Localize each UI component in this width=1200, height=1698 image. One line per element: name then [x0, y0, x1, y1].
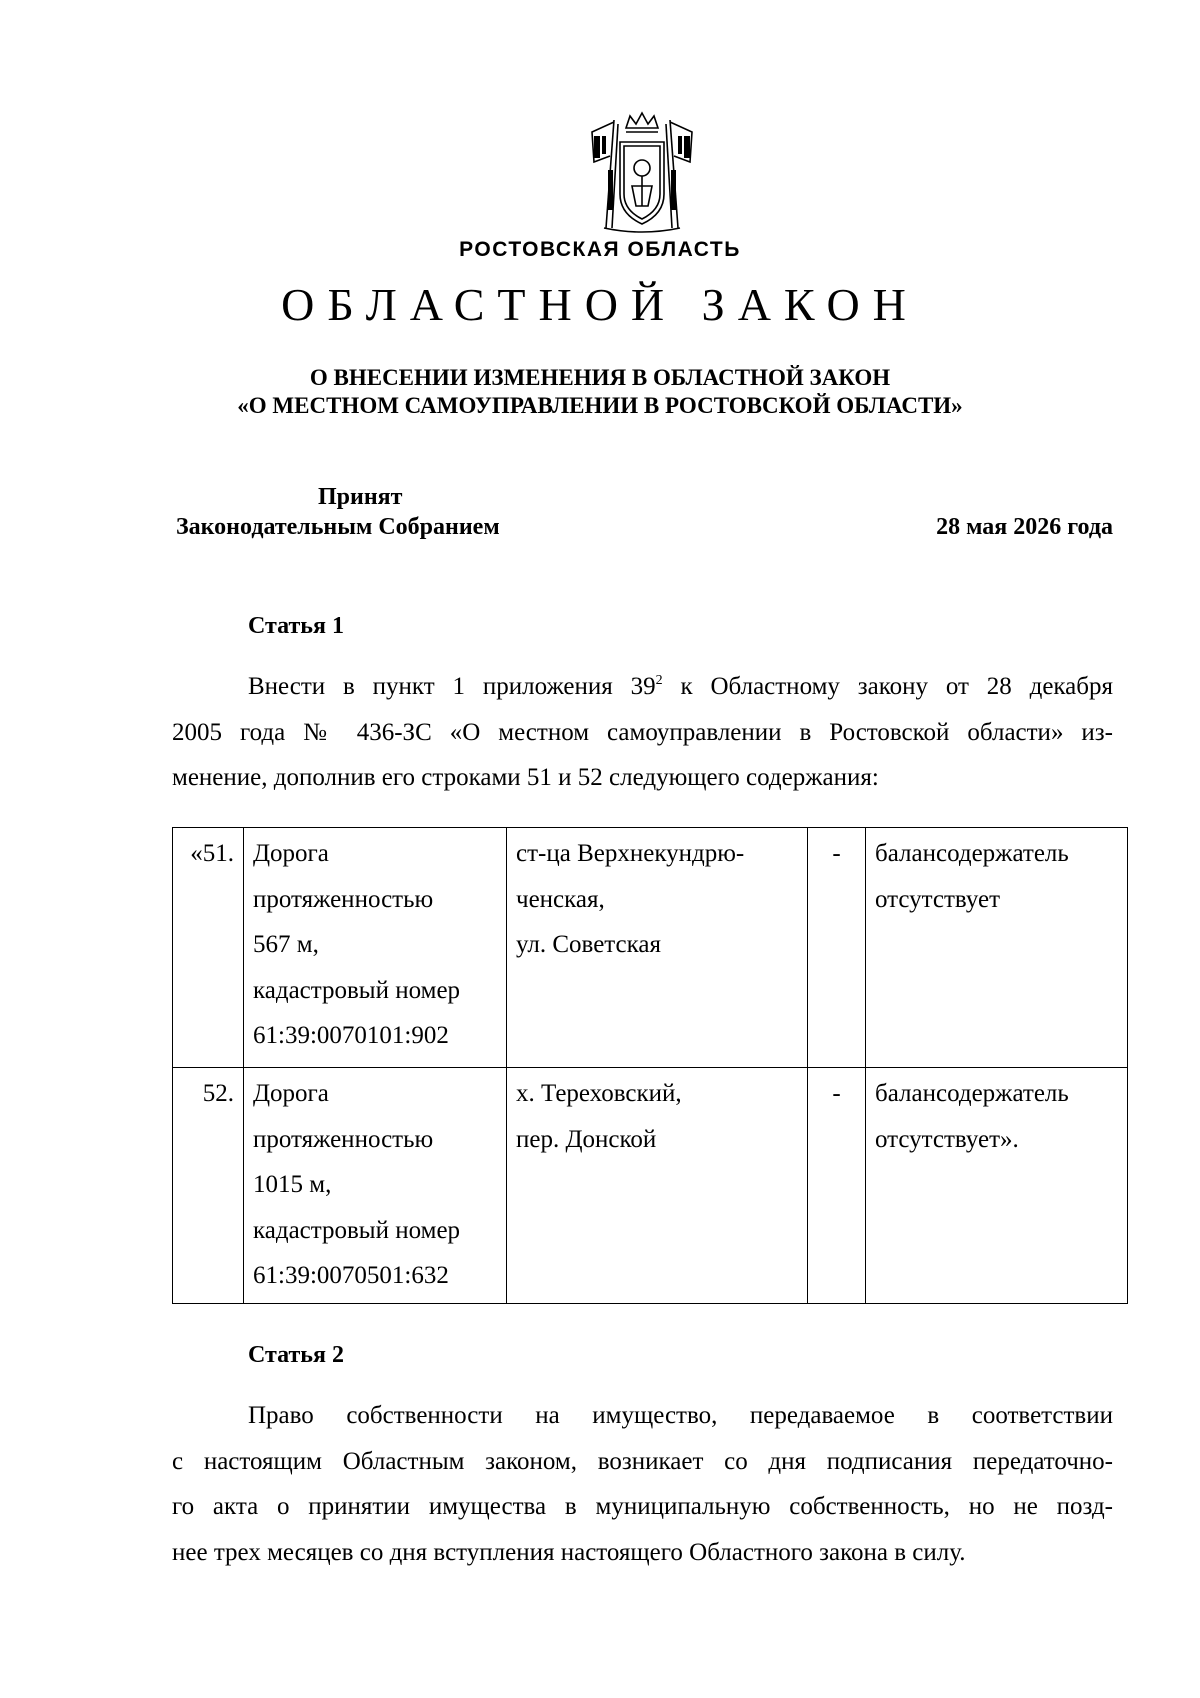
article-1-line: 2005 года № 436-ЗС «О местном самоуправлении в Ростовской области» из-	[172, 718, 1113, 746]
article-1-line: менение, дополнив его строками 51 и 52 следующего содержания:	[172, 764, 879, 791]
adoption-date: 28 мая 2026 года	[936, 514, 1113, 540]
empty-value-dash: -	[808, 1068, 866, 1304]
appendix-superscript: 2	[655, 673, 663, 688]
cell-line: 1015 м,	[253, 1171, 332, 1198]
table-row	[173, 828, 1128, 1068]
cell-line: протяженностью	[253, 885, 434, 913]
row-number: «51.	[173, 828, 244, 1068]
property-address	[507, 828, 808, 1068]
cell-line: кадастровый номер	[253, 1216, 461, 1244]
balance-holder	[866, 1068, 1128, 1304]
cell-line: Дорога	[253, 1080, 329, 1107]
amendment-table	[172, 827, 1128, 1304]
coat-of-arms-emblem	[586, 110, 698, 236]
article-2-line: нее трех месяцев со дня вступления настоящего Областного закона в силу.	[172, 1538, 966, 1566]
cell-line: Дорога	[253, 840, 329, 867]
cell-line: протяженностью	[253, 1125, 434, 1153]
article-1-text-part: к Областному закону от 28 декабря	[662, 673, 1113, 700]
article-1-text-part: Внести в пункт 1 приложения 39	[248, 673, 656, 700]
cell-line: отсутствует».	[875, 1125, 1019, 1153]
article-2-text	[172, 1393, 1113, 1575]
cell-line: ул. Советская	[516, 931, 661, 958]
article-1-heading: Статья 1	[248, 613, 344, 639]
empty-value-dash: -	[808, 828, 866, 1068]
property-name	[244, 1068, 507, 1304]
cell-line: х. Тереховский,	[516, 1080, 682, 1107]
balance-holder	[866, 828, 1128, 1068]
row-number: 52.	[173, 1068, 244, 1304]
cell-line: отсутствует	[875, 885, 1001, 913]
document-type: ОБЛАСТНОЙ ЗАКОН	[281, 279, 919, 330]
cell-line: балансодержатель	[875, 840, 1069, 867]
article-2-line: го акта о принятии имущества в муниципальную собственность, но не позд-	[172, 1493, 1113, 1520]
adopted-by: Законодательным Собранием	[176, 514, 500, 540]
article-2-heading: Статья 2	[248, 1342, 344, 1368]
region-name: РОСТОВСКАЯ ОБЛАСТЬ	[459, 238, 741, 261]
property-name	[244, 828, 507, 1068]
property-address	[507, 1068, 808, 1304]
article-1-line	[172, 664, 1113, 710]
document-title-line1: О ВНЕСЕНИИ ИЗМЕНЕНИЯ В ОБЛАСТНОЙ ЗАКОН	[309, 365, 891, 390]
cell-line: ст-ца Верхнекундрю-	[516, 840, 745, 867]
cell-line: балансодержатель	[875, 1080, 1069, 1107]
cell-line: пер. Донской	[516, 1125, 657, 1153]
cell-line: 61:39:0070501:632	[253, 1262, 449, 1289]
cell-line: кадастровый номер	[253, 976, 461, 1004]
document-title-line2: «О МЕСТНОМ САМОУПРАВЛЕНИИ В РОСТОВСКОЙ ОБЛАСТИ»	[237, 393, 963, 418]
article-2-line: с настоящим Областным законом, возникает со дня подписания передаточно-	[172, 1447, 1113, 1475]
table-row	[173, 1068, 1128, 1304]
cell-line: 567 м,	[253, 931, 319, 958]
adopted-label: Принят	[318, 484, 403, 510]
article-1-text	[172, 664, 1113, 801]
document-title	[0, 364, 1200, 420]
cell-line: ченская,	[516, 885, 605, 913]
cell-line: 61:39:0070101:902	[253, 1022, 449, 1049]
article-2-line: Право собственности на имущество, передаваемое в соответствии	[248, 1402, 1113, 1429]
